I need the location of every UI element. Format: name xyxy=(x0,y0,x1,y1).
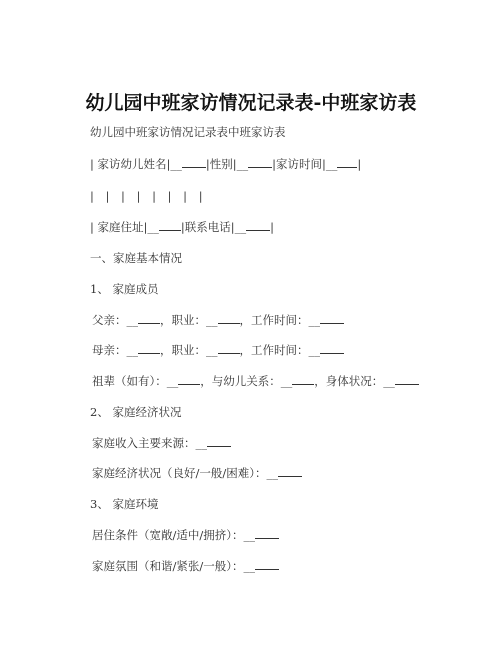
atmosphere-label: 家庭氛围（和谐/紧张/一般）： xyxy=(92,559,244,573)
visit-time-blank[interactable] xyxy=(337,157,357,168)
living-label: 居住条件（宽敞/适中/拥挤）： xyxy=(92,528,244,542)
document-title: 幼儿园中班家访情况记录表-中班家访表 xyxy=(85,92,417,114)
father-job-blank[interactable] xyxy=(218,313,240,324)
mother-time-blank[interactable] xyxy=(320,343,344,354)
atmosphere-row: 家庭氛围（和谐/紧张/一般）：__ xyxy=(92,558,279,574)
living-row: 居住条件（宽敞/适中/拥挤）：__ xyxy=(92,527,279,543)
phone-blank[interactable] xyxy=(246,220,270,231)
mother-name-blank[interactable] xyxy=(138,343,160,354)
child-name-label: | 家访幼儿姓名| xyxy=(90,157,171,171)
address-row: | 家庭住址|__ |联系电话|__ | xyxy=(90,220,275,234)
document-subtitle: 幼儿园中班家访情况记录表中班家访表 xyxy=(90,125,286,139)
health-blank[interactable] xyxy=(395,374,419,385)
father-name-blank[interactable] xyxy=(138,313,160,324)
item-family-environment: 3、 家庭环境 xyxy=(90,497,159,511)
visit-time-label: |家访时间| xyxy=(272,157,326,171)
address-label: | 家庭住址| xyxy=(90,220,148,234)
item-family-members: 1、 家庭成员 xyxy=(90,282,159,296)
gender-label: |性别| xyxy=(205,157,237,171)
grandparents-blank[interactable] xyxy=(178,374,200,385)
economy-row: 家庭经济状况（良好/一般/困难）：__ xyxy=(92,465,302,481)
father-label: 父亲： xyxy=(92,313,127,327)
father-time-label: ，工作时间： xyxy=(239,313,309,327)
economy-blank[interactable] xyxy=(278,466,302,477)
relation-blank[interactable] xyxy=(292,374,314,385)
father-row: 父亲：__ ，职业：__ ，工作时间：__ xyxy=(92,312,344,328)
income-label: 家庭收入主要来源： xyxy=(92,436,196,450)
mother-time-label: ，工作时间： xyxy=(239,343,309,357)
mother-job-blank[interactable] xyxy=(218,343,240,354)
relation-label: ，与幼儿关系： xyxy=(200,374,281,388)
section-family-basics: 一、家庭基本情况 xyxy=(90,251,182,265)
father-job-label: ，职业： xyxy=(160,313,206,327)
empty-table-row: | | | | | | | | xyxy=(90,189,207,203)
living-blank[interactable] xyxy=(255,528,279,539)
father-time-blank[interactable] xyxy=(320,313,344,324)
atmosphere-blank[interactable] xyxy=(255,559,279,570)
income-row: 家庭收入主要来源：__ xyxy=(92,435,231,451)
address-blank[interactable] xyxy=(159,220,181,231)
gender-blank[interactable] xyxy=(248,157,272,168)
income-blank[interactable] xyxy=(207,436,231,447)
grandparents-row: 祖辈（如有）：__ ，与幼儿关系：__ ，身体状况：__ xyxy=(92,373,419,389)
grandparents-label: 祖辈（如有）： xyxy=(92,374,167,388)
mother-label: 母亲： xyxy=(92,343,127,357)
mother-row: 母亲：__ ，职业：__ ，工作时间：__ xyxy=(92,342,344,358)
child-name-blank[interactable] xyxy=(182,157,206,168)
visit-info-row: | 家访幼儿姓名|__ |性别|__ |家访时间|__ | xyxy=(90,157,362,171)
item-family-economy: 2、 家庭经济状况 xyxy=(90,405,182,419)
mother-job-label: ，职业： xyxy=(160,343,206,357)
health-label: ，身体状况： xyxy=(314,374,384,388)
economy-label: 家庭经济状况（良好/一般/困难）： xyxy=(92,466,267,480)
phone-label: |联系电话| xyxy=(180,220,235,234)
